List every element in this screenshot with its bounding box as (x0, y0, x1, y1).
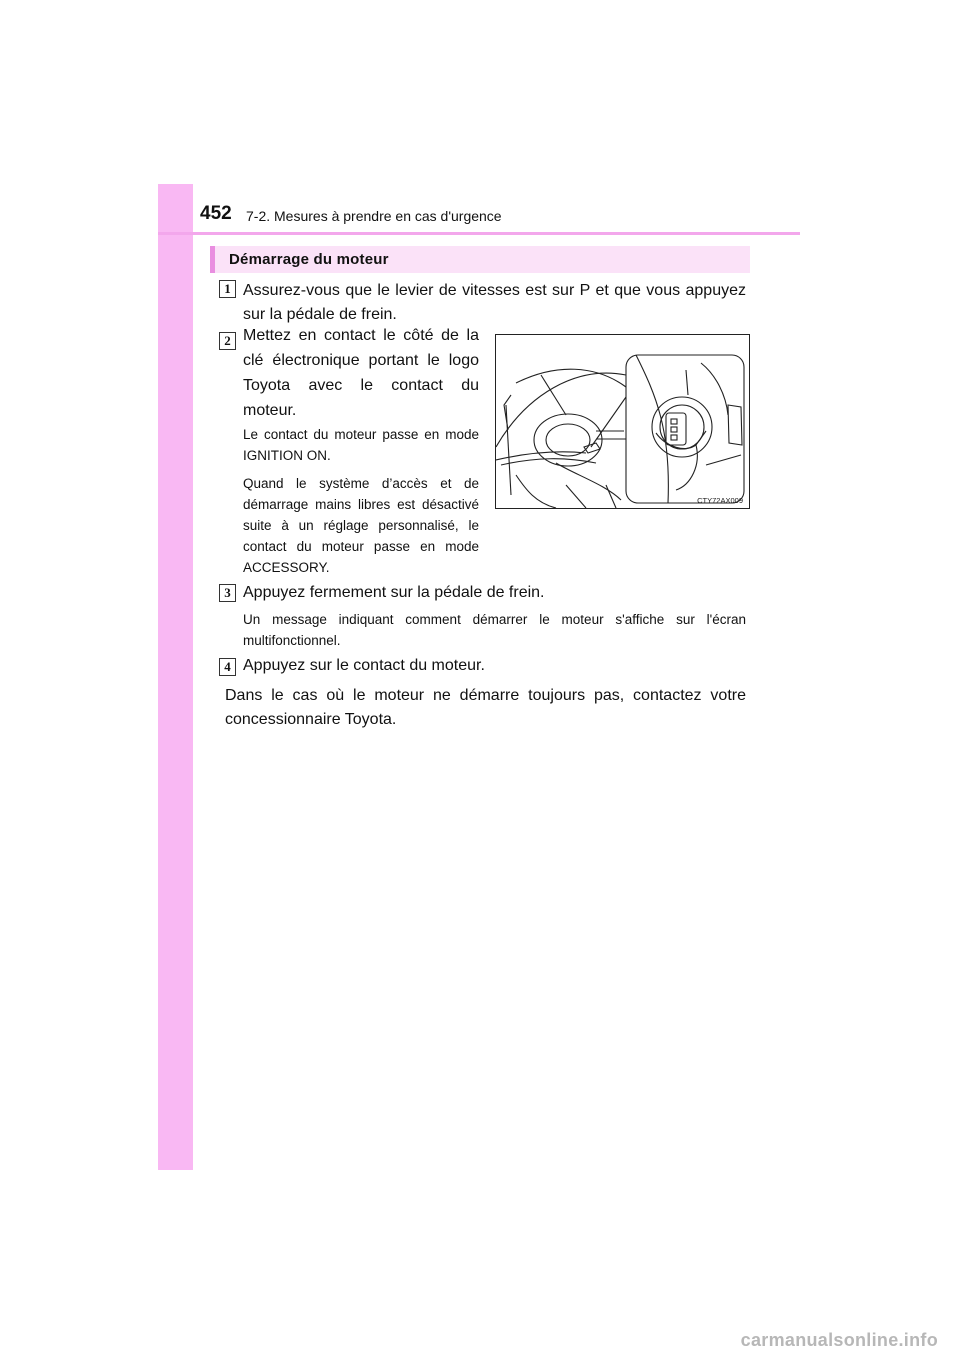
watermark-text: carmanualsonline.info (740, 1330, 938, 1350)
subheading-bar (210, 246, 750, 273)
page-number: 452 (200, 203, 232, 224)
step-number-4: 4 (219, 658, 236, 676)
step-3-note: Un message indiquant comment démarrer le moteur s'affiche sur l'écran multifonctionnel. (243, 612, 746, 648)
step-3-text: Appuyez fermement sur la pédale de frein. (243, 584, 545, 601)
driver-key-illustration (496, 335, 749, 508)
step-2-note-1: Le contact du moteur passe en mode IGNITION ON. (243, 427, 479, 463)
step-number-3: 3 (219, 584, 236, 602)
subheading: Démarrage du moteur (229, 251, 389, 268)
step-4-text: Appuyez sur le contact du moteur. (243, 657, 485, 674)
step-number-1: 1 (219, 280, 236, 298)
header-rule (158, 232, 800, 235)
closing-paragraph: Dans le cas où le moteur ne démarre toujours pas, contactez votre concessionnaire Toyota. (225, 687, 746, 728)
watermark (630, 1330, 950, 1356)
step-number-2: 2 (219, 332, 236, 350)
figure-code: CTY72AX009 (697, 496, 743, 505)
chapter-side-band (158, 184, 193, 1170)
step-1-text (243, 279, 746, 327)
section-title: 7-2. Mesures à prendre en cas d'urgence (246, 208, 502, 224)
illustration-key-on-start-button (495, 334, 750, 509)
step-1-label: Assurez-vous que le levier de vitesses est sur P et que vous appuyez sur la pédale de frein. (243, 282, 746, 323)
step-2-text: Mettez en contact le côté de la clé électronique portant le logo Toyota avec le contact du moteur. (243, 327, 479, 419)
step-2-note-2: Quand le système d’accès et de démarrage mains libres est désactivé suite à un réglage personnalisé, le contact du moteur passe en mode ACCESSORY. (243, 476, 479, 575)
